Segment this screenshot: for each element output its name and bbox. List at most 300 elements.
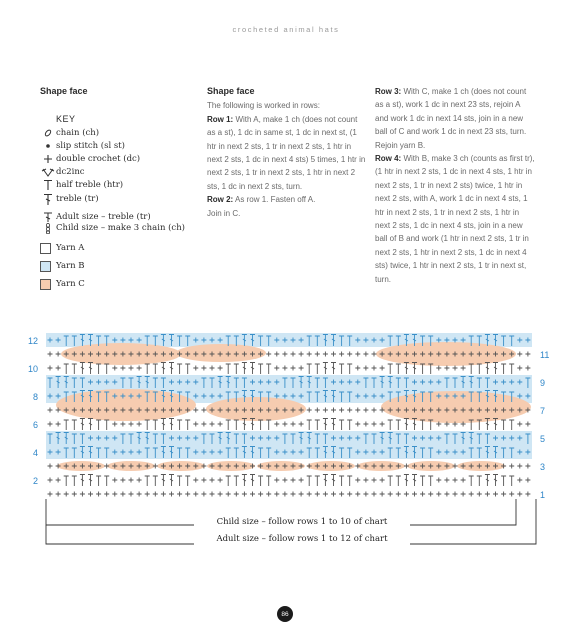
stitch-symbol [355,492,360,497]
row-1-instruction [207,113,367,193]
stitch-symbol [315,364,320,374]
stitch-symbol [274,422,279,427]
stitch-symbol [282,478,287,483]
key-item-chain [40,127,200,140]
stitch-symbol [331,352,336,357]
stitch-symbol [299,492,304,497]
instructions-middle-column [207,85,367,220]
stitch-symbol [323,352,328,357]
row-number: 10 [27,364,38,374]
stitch-symbol [388,420,393,430]
key-label: Yarn B [56,261,85,272]
stitch-symbol [380,492,385,497]
stitch-symbol [323,363,328,375]
stitch-symbol [185,492,190,497]
stitch-symbol [525,352,530,357]
row-number: 3 [540,462,546,472]
stitch-symbol [339,420,344,430]
row-number: 7 [540,406,546,416]
stitch-symbol [291,492,296,497]
stitch-symbol [96,420,101,430]
stitch-symbol [339,352,344,357]
stitch-symbol [56,352,61,357]
stitch-symbol [339,364,344,374]
stitch-symbol [509,364,514,374]
chart-colour-blocks [46,333,532,471]
stitch-symbol [501,492,506,497]
stitch-symbol [347,476,352,486]
stitch-symbol [477,492,482,497]
stitch-symbol [461,492,466,497]
stitch-symbol [88,363,93,375]
stitch-symbol [372,478,377,483]
child-size-label: Child size – follow rows 1 to 10 of chart [216,517,388,527]
stitch-symbol [323,408,328,413]
stitch-symbol [380,478,385,483]
stitch-symbol [347,408,352,413]
stitch-symbol [258,492,263,497]
key-size-line-child [40,223,200,234]
stitch-symbol [355,478,360,483]
double-crochet-icon [40,154,56,164]
stitch-symbol [218,366,223,371]
row-label: Row 4: [375,154,402,164]
key-label: Adult size – treble (tr) [56,211,151,222]
key-label: treble (tr) [56,194,99,205]
stitch-symbol [355,352,360,357]
stitch-symbol [129,478,134,483]
page-number: 86 [277,606,293,622]
key-item-half-treble [40,179,200,192]
stitch-symbol [339,476,344,486]
stitch-symbol [226,492,231,497]
half-treble-icon [40,179,56,191]
stitch-symbol [477,476,482,486]
stitch-symbol [347,492,352,497]
stitch-symbol [372,408,377,413]
stitch-symbol [120,366,125,371]
stitch-symbol [64,364,69,374]
stitch-symbol [177,364,182,374]
key-label: half treble (htr) [56,179,124,190]
stitch-symbol [234,420,239,430]
stitch-symbol [201,422,206,427]
stitch-symbol [517,366,522,371]
stitch-symbol [226,420,231,430]
key-item-slip-stitch [40,140,200,153]
stitch-symbol [48,352,53,357]
stitch-symbol [517,352,522,357]
stitch-symbol [112,422,117,427]
stitch-symbol [291,352,296,357]
row-number: 1 [540,490,546,500]
stitch-symbol [274,366,279,371]
stitch-symbol [315,408,320,413]
stitch-symbol [501,420,506,430]
stitch-symbol [388,476,393,486]
stitch-symbol [282,492,287,497]
size-brackets [46,499,536,545]
row-text: With B, make 3 ch (counts as first tr), (1 htr in next 2 sts, 1 dc in next 4 sts, 1 htr in next 2 sts, 1 tr in next 2 sts) twice, 1 htr in next 2 sts, with A, work 1 dc in next 4 sts, 1 htr in next 2 sts, 1 tr in next 2 sts, 1 htr in next 2 sts, 1 dc in next 4 sts, join in a new ball of B and work (1 htr in next 2 sts, 1 tr in next 2 sts, 1 htr in next 2 sts, 1 dc in next 4 sts) twice, 1 htr in next 2 sts, 1 tr in next st, turn. [375,154,535,284]
stitch-symbol [88,419,93,431]
stitch-symbol [242,363,247,375]
row-text: As row 1. Fasten off A. [235,195,316,205]
stitch-symbol [210,422,215,427]
stitch-symbol [299,478,304,483]
stitch-symbol [307,408,312,413]
key-label: dc2inc [56,166,85,177]
stitch-symbol [153,492,158,497]
stitch-symbol [347,420,352,430]
stitch-symbol [291,366,296,371]
stitch-symbol [291,422,296,427]
stitch-symbol [404,492,409,497]
stitch-symbol [153,420,158,430]
stitch-symbol [315,476,320,486]
stitch-symbol [428,476,433,486]
stitch-symbol [331,363,336,375]
stitch-symbol [453,478,458,483]
stitch-symbol [428,492,433,497]
key-label: Yarn A [56,243,85,254]
stitch-symbol [169,363,174,375]
stitch-symbol [218,478,223,483]
key-label: Yarn C [56,279,85,290]
stitch-symbol [315,420,320,430]
stitch-symbol [517,422,522,427]
stitch-symbol [412,475,417,487]
running-head: crocheted animal hats [232,25,340,34]
stitch-symbol [120,492,125,497]
stitch-symbol [282,422,287,427]
stitch-symbol [234,364,239,374]
stitch-symbol [266,352,271,357]
stitch-symbol [88,492,93,497]
stitch-symbol [372,366,377,371]
stitch-symbol [355,408,360,413]
stitch-symbol [112,478,117,483]
join-instruction: Join in C. [207,208,241,218]
stitch-symbol [234,492,239,497]
stitch-symbol [137,478,142,483]
stitch-symbol [453,366,458,371]
stitch-symbol [258,476,263,486]
stitch-symbol [363,478,368,483]
row-2-instruction [207,193,367,206]
stitch-symbol [525,478,530,483]
stitch-symbol [331,492,336,497]
treble-icon [40,193,56,206]
row-number: 4 [32,448,38,458]
row-label: Row 2: [207,195,234,205]
stitch-symbol [485,363,490,375]
instructions-right-column [375,85,535,286]
stitch-symbol [307,352,312,357]
key-title: KEY [56,114,76,125]
stitch-symbol [444,478,449,483]
yarn-c-patch [56,389,196,421]
stitch-symbol [104,464,109,469]
stitch-symbol [218,492,223,497]
dc2inc-icon [40,167,56,177]
row-text: With C, make 1 ch (does not count as a st), work 1 dc in next 23 sts, rejoin A and work 1 dc in next 14 sts, join in a new ball of C and work 1 dc in next 23 sts, turn. [375,87,527,137]
stitch-symbol [444,492,449,497]
stitch-symbol [291,478,296,483]
stitch-symbol [347,352,352,357]
stitch-symbol [153,464,158,469]
stitch-symbol [404,419,409,431]
stitch-symbol [436,478,441,483]
stitch-symbol [355,422,360,427]
stitch-symbol [517,478,522,483]
stitch-symbol [193,492,198,497]
stitch-symbol [137,492,142,497]
treble-icon [40,212,56,223]
stitch-symbol [274,492,279,497]
stitch-symbol [129,366,134,371]
stitch-symbol [169,492,174,497]
stitch-symbol [226,364,231,374]
stitch-symbol [274,352,279,357]
stitch-symbol [96,364,101,374]
key-label: chain (ch) [56,127,100,138]
stitch-symbol [404,363,409,375]
stitch-symbol [48,464,53,469]
stitch-symbol [363,422,368,427]
stitch-symbol [258,420,263,430]
stitch-symbol [250,475,255,487]
stitch-symbol [104,476,109,486]
stitch-symbol [161,492,166,497]
stitch-symbol [274,478,279,483]
stitch-symbol [461,478,466,483]
stitch-symbol [185,420,190,430]
stitch-symbol [145,492,150,497]
stitch-symbol [64,476,69,486]
stitch-symbol [258,364,263,374]
stitch-symbol [323,492,328,497]
stitch-symbol [120,478,125,483]
adult-size-label: Adult size – follow rows 1 to 12 of chart [216,534,388,544]
row-label: Row 1: [207,114,234,124]
yarn-c-patch [206,397,306,421]
stitch-symbol [331,475,336,487]
stitch-symbol [80,492,85,497]
slip-stitch-icon [40,142,56,150]
stitch-chart [26,325,552,547]
stitch-symbol [396,476,401,486]
stitch-symbol [250,363,255,375]
stitch-symbol [56,478,61,483]
stitch-symbol [145,476,150,486]
stitch-symbol [372,492,377,497]
stitch-symbol [48,478,53,483]
stitch-symbol [525,492,530,497]
row-4-instruction [375,152,535,286]
stitch-symbol [201,492,206,497]
stitch-symbol [363,408,368,413]
stitch-symbol [266,492,271,497]
stitch-symbol [64,492,69,497]
stitch-symbol [525,366,530,371]
stitch-symbol [282,352,287,357]
stitch-symbol [72,492,77,497]
row-number: 5 [540,434,546,444]
stitch-symbol [48,366,53,371]
stitch-symbol [161,419,166,431]
stitch-symbol [177,476,182,486]
stitch-symbol [396,420,401,430]
stitch-symbol [88,475,93,487]
stitch-symbol [509,420,514,430]
stitch-symbol [193,478,198,483]
stitch-symbol [210,366,215,371]
stitch-symbol [307,420,312,430]
stitch-symbol [193,366,198,371]
stitch-symbol [80,475,85,487]
stitch-symbol [201,366,206,371]
stitch-symbol [420,492,425,497]
stitch-symbol [145,420,150,430]
stitch-symbol [388,364,393,374]
stitch-symbol [331,408,336,413]
stitch-symbol [501,476,506,486]
stitch-symbol [80,363,85,375]
rejoin-instruction: Rejoin yarn B. [375,140,426,150]
stitch-symbol [226,476,231,486]
stitch-symbol [323,419,328,431]
key-yarn-a [40,240,200,258]
stitch-symbol [436,492,441,497]
stitch-symbol [501,364,506,374]
stitch-symbol [339,408,344,413]
stitch-symbol [137,422,142,427]
stitch-symbol [218,422,223,427]
stitch-symbol [307,364,312,374]
stitch-symbol [185,364,190,374]
stitch-symbol [509,492,514,497]
stitch-symbol [242,492,247,497]
stitch-symbol [307,476,312,486]
stitch-symbol [372,352,377,357]
stitch-symbol [282,366,287,371]
row-3-instruction [375,85,535,139]
stitch-symbol [517,492,522,497]
stitch-symbol [299,422,304,427]
stitch-symbol [266,476,271,486]
stitch-symbol [412,492,417,497]
stitch-symbol [161,363,166,375]
stitch-symbol [193,422,198,427]
stitch-symbol [525,422,530,427]
row-number: 8 [32,392,38,402]
stitch-symbol [153,364,158,374]
stitch-symbol [169,419,174,431]
row-number: 11 [540,350,550,360]
stitch-symbol [72,364,77,374]
stitch-symbol [509,476,514,486]
key-yarn-c [40,276,200,294]
stitch-symbol [48,492,53,497]
stitch-symbol [380,422,385,427]
stitch-symbol [112,366,117,371]
yarn-b-swatch [40,261,51,272]
key-yarn-b [40,258,200,276]
stitch-symbol [396,492,401,497]
stitch-symbol [307,492,312,497]
row-text: With A, make 1 ch (does not count as a st), 1 dc in same st, 1 dc in next st, (1 htr in next 2 sts, 1 tr in next 2 sts, 1 htr in next 2 sts, 1 dc in next 4 sts) 5 times, 1 htr in next 2 sts, 1 tr in next 2 sts, 1 htr in next 2 sts, 1 dc in next 2 sts, turn. [207,114,366,191]
stitch-symbol [404,475,409,487]
key-item-treble [40,192,200,208]
stitch-symbol [210,478,215,483]
yarn-c-patch [257,461,305,471]
stitch-symbol [48,422,53,427]
stitch-symbol [315,492,320,497]
stitch-symbol [177,420,182,430]
stitch-symbol [331,419,336,431]
stitch-symbol [129,422,134,427]
stitch-symbol [112,492,117,497]
key-label: Child size – make 3 chain (ch) [56,222,185,233]
stitch-symbol [493,475,498,487]
stitch-symbol [161,475,166,487]
stitch-symbol [72,476,77,486]
row-label: Row 3: [375,87,402,96]
row-number: 6 [32,420,38,430]
chain-stack-icon [40,223,56,234]
stitch-symbol [185,476,190,486]
stitch-symbol [469,476,474,486]
stitch-symbol [129,492,134,497]
stitch-symbol [517,464,522,469]
stitch-symbol [72,420,77,430]
stitch-symbol [420,364,425,374]
stitch-symbol [104,420,109,430]
stitch-symbol [509,464,514,469]
stitch-symbol [404,464,409,469]
stitch-symbol [64,420,69,430]
chain-icon [40,129,56,137]
stitch-symbol [210,492,215,497]
stitch-symbol [120,422,125,427]
stitch-symbol [355,366,360,371]
stitch-symbol [266,364,271,374]
yarn-b-band [46,431,532,459]
key-column [40,85,200,294]
stitch-symbol [493,363,498,375]
stitch-symbol [56,492,61,497]
key-item-double-crochet [40,153,200,166]
section-heading: Shape face [207,86,255,96]
stitch-symbol [250,492,255,497]
key-label: slip stitch (sl st) [56,140,125,151]
stitch-symbol [339,492,344,497]
stitch-symbol [80,419,85,431]
stitch-symbol [380,366,385,371]
stitch-symbol [525,464,530,469]
stitch-symbol [266,420,271,430]
stitch-symbol [169,475,174,487]
stitch-symbol [96,476,101,486]
stitch-symbol [420,476,425,486]
yarn-a-swatch [40,243,51,254]
stitch-symbol [372,422,377,427]
stitch-symbol [234,476,239,486]
stitch-symbol [453,492,458,497]
stitch-symbol [56,422,61,427]
stitch-symbol [363,366,368,371]
stitch-symbol [242,475,247,487]
